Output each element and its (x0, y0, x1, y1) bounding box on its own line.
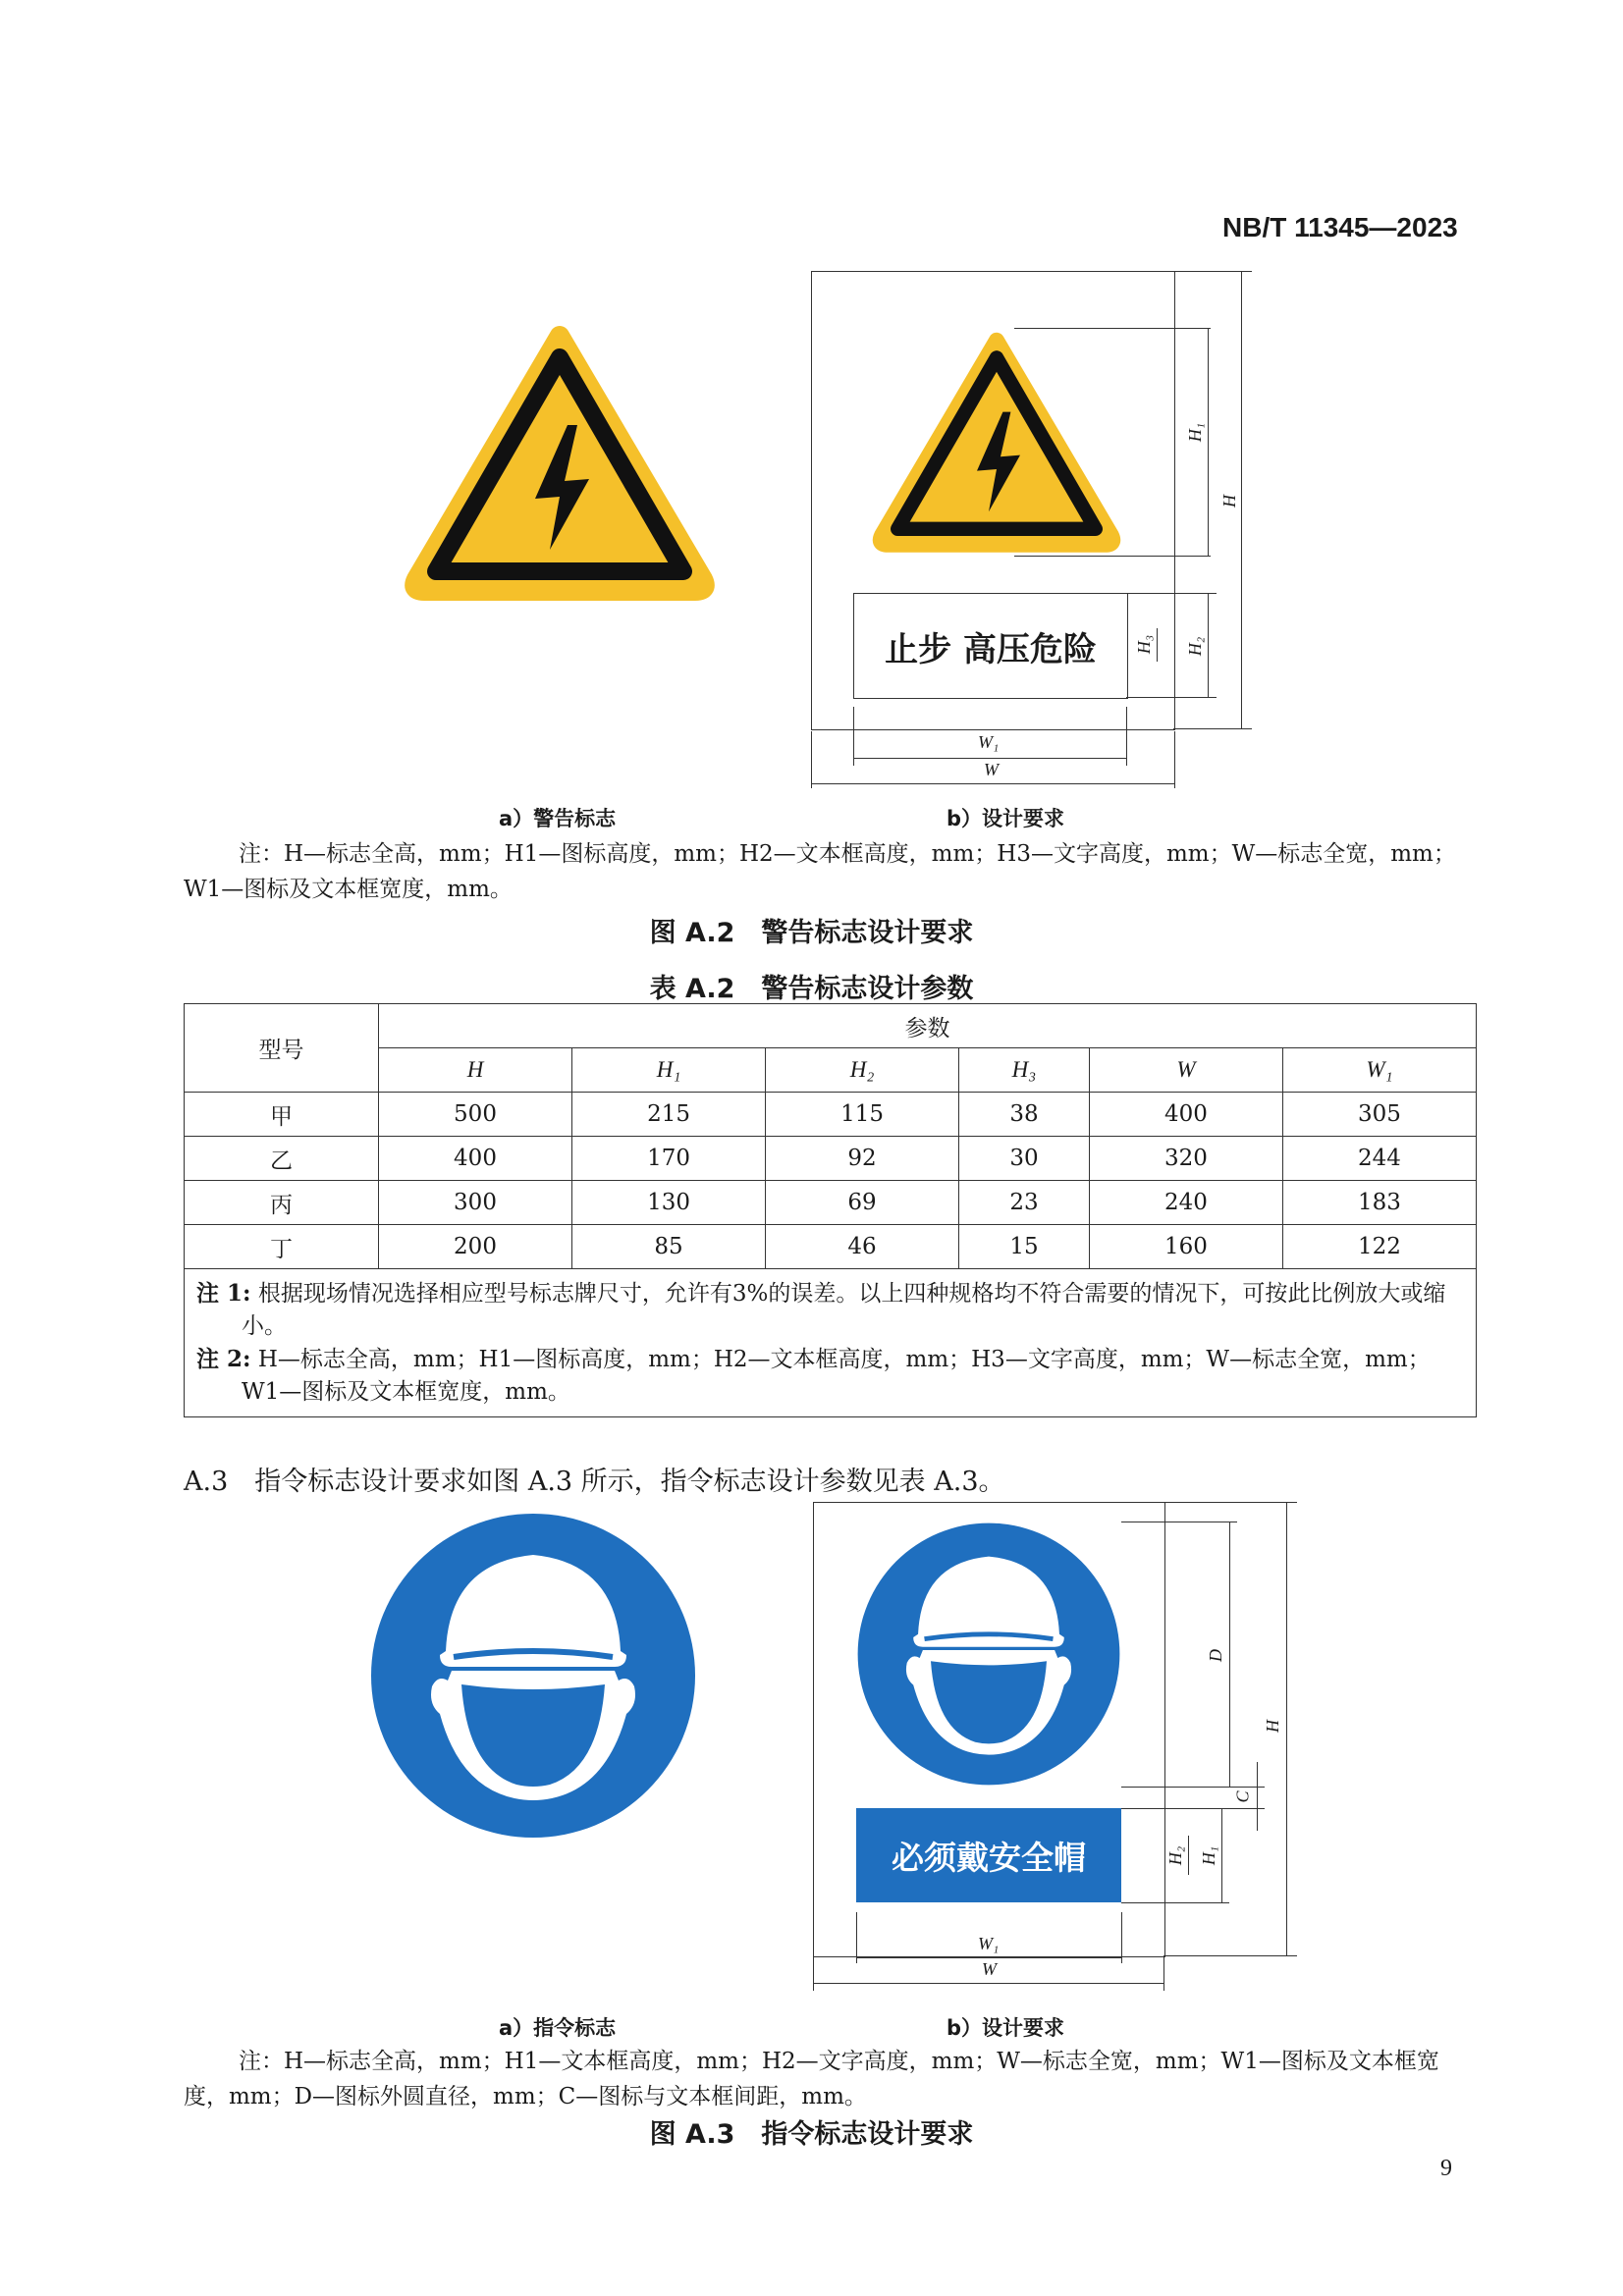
cell: 69 (766, 1181, 959, 1225)
cell: 320 (1089, 1137, 1282, 1181)
figure-a3-title: 图 A.3 指令标志设计要求 (649, 2119, 974, 2150)
figure-a2-caption-a: a）警告标志 (499, 807, 617, 830)
dimension-label-H3: H₃ (1134, 634, 1155, 655)
dimension-line (811, 783, 1174, 784)
dimension-label-D: D (1206, 1649, 1225, 1662)
dimension-label-H1: H₁ (1185, 422, 1206, 443)
dimension-line (1163, 1502, 1297, 1503)
cell: 38 (959, 1093, 1090, 1137)
dimension-line (1188, 1836, 1189, 1875)
standard-number: NB/T 11345—2023 (1222, 212, 1458, 242)
dimension-label-H2: H₂ (1185, 636, 1206, 657)
dimension-line (1163, 1955, 1297, 1956)
table-row (185, 1225, 1477, 1269)
note1-text: 根据现场情况选择相应型号标志牌尺寸，允许有3%的误差。以上四种规格均不符合需要的情况下，可按此比例放大或缩小。 (242, 1281, 1446, 1339)
cell: 500 (379, 1093, 572, 1137)
table-a2-title: 表 A.2 警告标志设计参数 (649, 974, 974, 1004)
dimension-label-H1: H₁ (1199, 1845, 1219, 1866)
cell: 92 (766, 1137, 959, 1181)
cell: 400 (379, 1137, 572, 1181)
column-header: H₃ (959, 1048, 1090, 1093)
dimension-line (1121, 1808, 1265, 1809)
dimension-line (853, 707, 854, 766)
dimension-line (1126, 593, 1217, 594)
dimension-label-H2: H₂ (1165, 1845, 1186, 1866)
dimension-line (856, 1957, 1121, 1958)
cell: 400 (1089, 1093, 1282, 1137)
column-header: W (1089, 1048, 1282, 1093)
dimension-line (1126, 697, 1217, 698)
dimension-line (1121, 1912, 1122, 1963)
note1-label: 注 1: (196, 1280, 251, 1307)
dimension-line (1241, 271, 1242, 728)
cell: 122 (1282, 1225, 1476, 1269)
cell: 183 (1282, 1181, 1476, 1225)
row-model: 乙 (185, 1137, 379, 1181)
figure-a2-note: 注：H—标志全高，mm；H1—图标高度，mm；H2—文本框高度，mm；H3—文字高度，mm；W—标志全宽，mm；W1—图标及文本框宽度，mm。 (184, 841, 1456, 902)
dimension-line (1208, 328, 1209, 556)
cell: 170 (572, 1137, 766, 1181)
dimension-line (1014, 328, 1211, 329)
cell: 160 (1089, 1225, 1282, 1269)
figure-a3-note: 注：H—标志全高，mm；H1—文本框高度，mm；H2—文字高度，mm；W—标志全宽，mm；W1—图标及文本框宽度，mm；D—图标外圆直径，mm；C—图标与文本框间距，mm。 (184, 2049, 1439, 2109)
table-row (185, 1181, 1477, 1225)
cell: 23 (959, 1181, 1090, 1225)
cell: 85 (572, 1225, 766, 1269)
dimension-line (1121, 1787, 1265, 1788)
dimension-label-W: W (982, 1959, 997, 1979)
dimension-label-W: W (984, 760, 999, 779)
dimension-label-H: H (1263, 1720, 1282, 1733)
cell: 300 (379, 1181, 572, 1225)
row-model: 丙 (185, 1181, 379, 1225)
cell: 244 (1282, 1137, 1476, 1181)
dimension-line (1163, 1957, 1164, 1991)
note2-label: 注 2: (196, 1346, 251, 1372)
dimension-line (813, 1983, 1163, 1984)
column-header: H (379, 1048, 572, 1093)
dimension-line (1173, 728, 1252, 729)
warning-text-box: 止步 高压危险 (853, 593, 1128, 699)
hard-hat-sign-icon (369, 1512, 697, 1840)
dimension-line (856, 1912, 857, 1963)
note2-text: H—标志全高，mm；H1—图标高度，mm；H2—文本框高度，mm；H3—文字高度，mm；W—标志全宽，mm；W1—图标及文本框宽度，mm。 (242, 1347, 1431, 1405)
column-header: H₁ (572, 1048, 766, 1093)
dimension-line (1208, 593, 1209, 697)
cell: 130 (572, 1181, 766, 1225)
dimension-line (1173, 271, 1252, 272)
figure-a3-caption-a: a）指令标志 (499, 2016, 617, 2040)
figure-a3-caption-b: b）设计要求 (947, 2016, 1065, 2040)
cell: 200 (379, 1225, 572, 1269)
row-model: 丁 (185, 1225, 379, 1269)
dimension-line (1286, 1502, 1287, 1955)
table-a2 (184, 1003, 1477, 1417)
dimension-line (1014, 556, 1211, 557)
page-number: 9 (1440, 2156, 1452, 2181)
dimension-label-H: H (1219, 495, 1239, 507)
table-header-model: 型号 (185, 1004, 379, 1093)
figure-a2-title: 图 A.2 警告标志设计要求 (649, 918, 974, 948)
dimension-line (1174, 731, 1175, 788)
dimension-line (1157, 628, 1158, 662)
mandatory-text-box: 必须戴安全帽 (856, 1808, 1121, 1902)
dimension-line (1126, 707, 1127, 766)
dimension-label-C: C (1232, 1790, 1253, 1803)
dimension-label-W1: W₁ (978, 1934, 1000, 1953)
table-row (185, 1093, 1477, 1137)
cell: 215 (572, 1093, 766, 1137)
cell: 115 (766, 1093, 959, 1137)
cell: 46 (766, 1225, 959, 1269)
warning-sign-icon (871, 328, 1122, 556)
dimension-line (813, 1957, 814, 1991)
column-header: W₁ (1282, 1048, 1476, 1093)
hard-hat-sign-icon (856, 1522, 1121, 1787)
dimension-line (1221, 1808, 1222, 1902)
figure-a2-caption-b: b）设计要求 (947, 807, 1065, 830)
cell: 240 (1089, 1181, 1282, 1225)
section-a3-text: A.3 指令标志设计要求如图 A.3 所示，指令标志设计参数见表 A.3。 (184, 1467, 1005, 1497)
table-notes (185, 1269, 1477, 1417)
dimension-line (853, 758, 1126, 759)
column-header: H₂ (766, 1048, 959, 1093)
dimension-line (811, 731, 812, 788)
table-header-params: 参数 (379, 1004, 1477, 1048)
dimension-line (1229, 1522, 1230, 1787)
row-model: 甲 (185, 1093, 379, 1137)
table-row (185, 1137, 1477, 1181)
dimension-label-W1: W₁ (978, 732, 1000, 752)
dimension-line (1121, 1902, 1229, 1903)
cell: 30 (959, 1137, 1090, 1181)
cell: 305 (1282, 1093, 1476, 1137)
dimension-line (1257, 1762, 1258, 1831)
cell: 15 (959, 1225, 1090, 1269)
warning-sign-icon (403, 322, 717, 603)
